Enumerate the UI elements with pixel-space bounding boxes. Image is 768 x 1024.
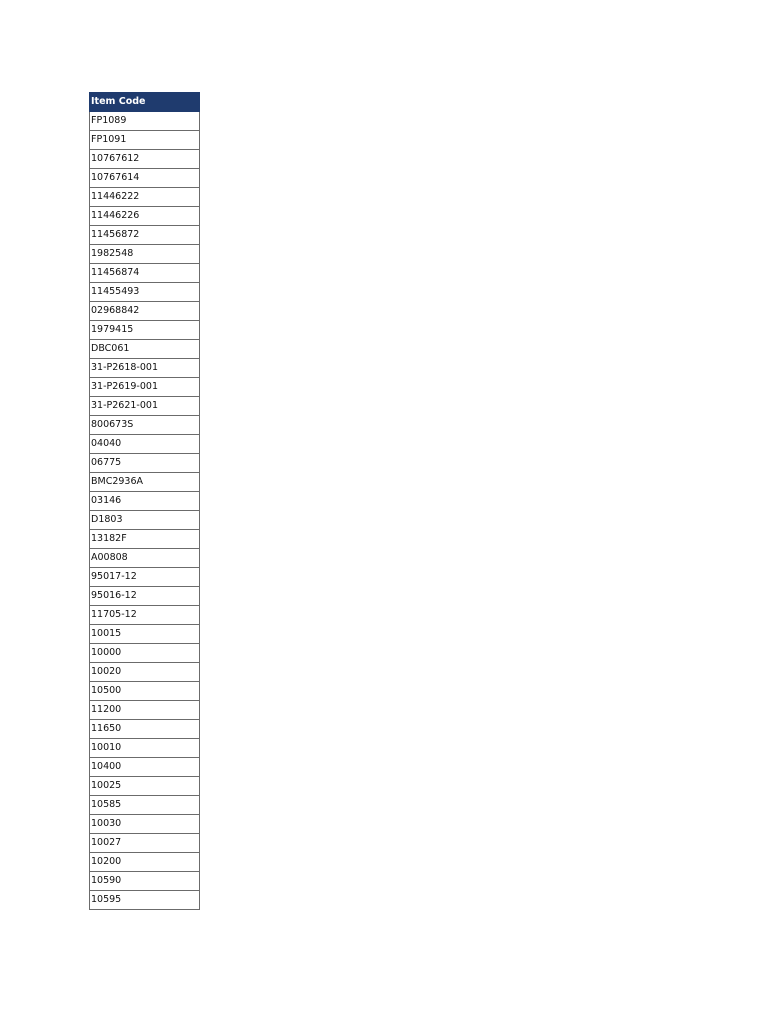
table-row <box>90 549 200 568</box>
item-code-cell[interactable]: A00808 <box>90 549 200 568</box>
table-row <box>90 682 200 701</box>
table-row <box>90 815 200 834</box>
table-row <box>90 587 200 606</box>
item-code-cell[interactable]: BMC2936A <box>90 473 200 492</box>
item-code-cell[interactable]: 800673S <box>90 416 200 435</box>
table-row <box>90 321 200 340</box>
table-row <box>90 872 200 891</box>
table-row <box>90 720 200 739</box>
item-code-cell[interactable]: 10030 <box>90 815 200 834</box>
table-row <box>90 511 200 530</box>
item-code-cell[interactable]: 13182F <box>90 530 200 549</box>
table-row <box>90 606 200 625</box>
item-code-cell[interactable]: 10590 <box>90 872 200 891</box>
table-row <box>90 834 200 853</box>
item-code-cell[interactable]: 06775 <box>90 454 200 473</box>
item-code-cell[interactable]: 11446226 <box>90 207 200 226</box>
table-row <box>90 644 200 663</box>
table-row <box>90 625 200 644</box>
item-code-cell[interactable]: 31-P2621-001 <box>90 397 200 416</box>
item-code-table <box>89 92 200 910</box>
table-row <box>90 416 200 435</box>
table-row <box>90 473 200 492</box>
table-row <box>90 150 200 169</box>
item-code-cell[interactable]: 04040 <box>90 435 200 454</box>
table-row <box>90 226 200 245</box>
table-row <box>90 853 200 872</box>
item-code-cell[interactable]: 10000 <box>90 644 200 663</box>
item-code-cell[interactable]: 10200 <box>90 853 200 872</box>
table-row <box>90 245 200 264</box>
table-row <box>90 112 200 131</box>
table-row <box>90 796 200 815</box>
item-code-cell[interactable]: 03146 <box>90 492 200 511</box>
item-code-cell[interactable]: 11456872 <box>90 226 200 245</box>
item-code-cell[interactable]: 10027 <box>90 834 200 853</box>
table-row <box>90 340 200 359</box>
item-code-cell[interactable]: 10400 <box>90 758 200 777</box>
item-code-cell[interactable]: 10595 <box>90 891 200 910</box>
table-row <box>90 283 200 302</box>
table-row <box>90 530 200 549</box>
table-row <box>90 777 200 796</box>
item-code-cell[interactable]: 11200 <box>90 701 200 720</box>
item-code-cell[interactable]: FP1089 <box>90 112 200 131</box>
table-row <box>90 207 200 226</box>
item-code-cell[interactable]: 31-P2619-001 <box>90 378 200 397</box>
table-row <box>90 397 200 416</box>
item-code-cell[interactable]: FP1091 <box>90 131 200 150</box>
table-row <box>90 378 200 397</box>
item-code-cell[interactable]: 10025 <box>90 777 200 796</box>
item-code-cell[interactable]: 10767612 <box>90 150 200 169</box>
header-row <box>90 93 200 112</box>
table-row <box>90 492 200 511</box>
table-row <box>90 264 200 283</box>
item-code-cell[interactable]: 11446222 <box>90 188 200 207</box>
table-row <box>90 131 200 150</box>
table-row <box>90 188 200 207</box>
table-body <box>90 112 200 910</box>
table-row <box>90 891 200 910</box>
table-row <box>90 435 200 454</box>
table-row <box>90 302 200 321</box>
item-code-cell[interactable]: 10015 <box>90 625 200 644</box>
table-row <box>90 758 200 777</box>
item-code-cell[interactable]: 11650 <box>90 720 200 739</box>
item-code-cell[interactable]: 1982548 <box>90 245 200 264</box>
item-code-cell[interactable]: 10010 <box>90 739 200 758</box>
item-code-cell[interactable]: 95017-12 <box>90 568 200 587</box>
column-header-item-code: Item Code <box>90 93 200 112</box>
item-code-cell[interactable]: 02968842 <box>90 302 200 321</box>
item-code-cell[interactable]: 11705-12 <box>90 606 200 625</box>
item-code-cell[interactable]: D1803 <box>90 511 200 530</box>
item-code-cell[interactable]: 31-P2618-001 <box>90 359 200 378</box>
item-code-cell[interactable]: 10585 <box>90 796 200 815</box>
table-row <box>90 701 200 720</box>
item-code-cell[interactable]: 11456874 <box>90 264 200 283</box>
table-row <box>90 359 200 378</box>
item-code-cell[interactable]: 95016-12 <box>90 587 200 606</box>
table-row <box>90 739 200 758</box>
item-code-cell[interactable]: 10500 <box>90 682 200 701</box>
item-code-cell[interactable]: DBC061 <box>90 340 200 359</box>
item-code-cell[interactable]: 10767614 <box>90 169 200 188</box>
table-row <box>90 663 200 682</box>
table-row <box>90 568 200 587</box>
table-row <box>90 169 200 188</box>
item-code-cell[interactable]: 11455493 <box>90 283 200 302</box>
item-code-cell[interactable]: 1979415 <box>90 321 200 340</box>
item-code-cell[interactable]: 10020 <box>90 663 200 682</box>
table-row <box>90 454 200 473</box>
